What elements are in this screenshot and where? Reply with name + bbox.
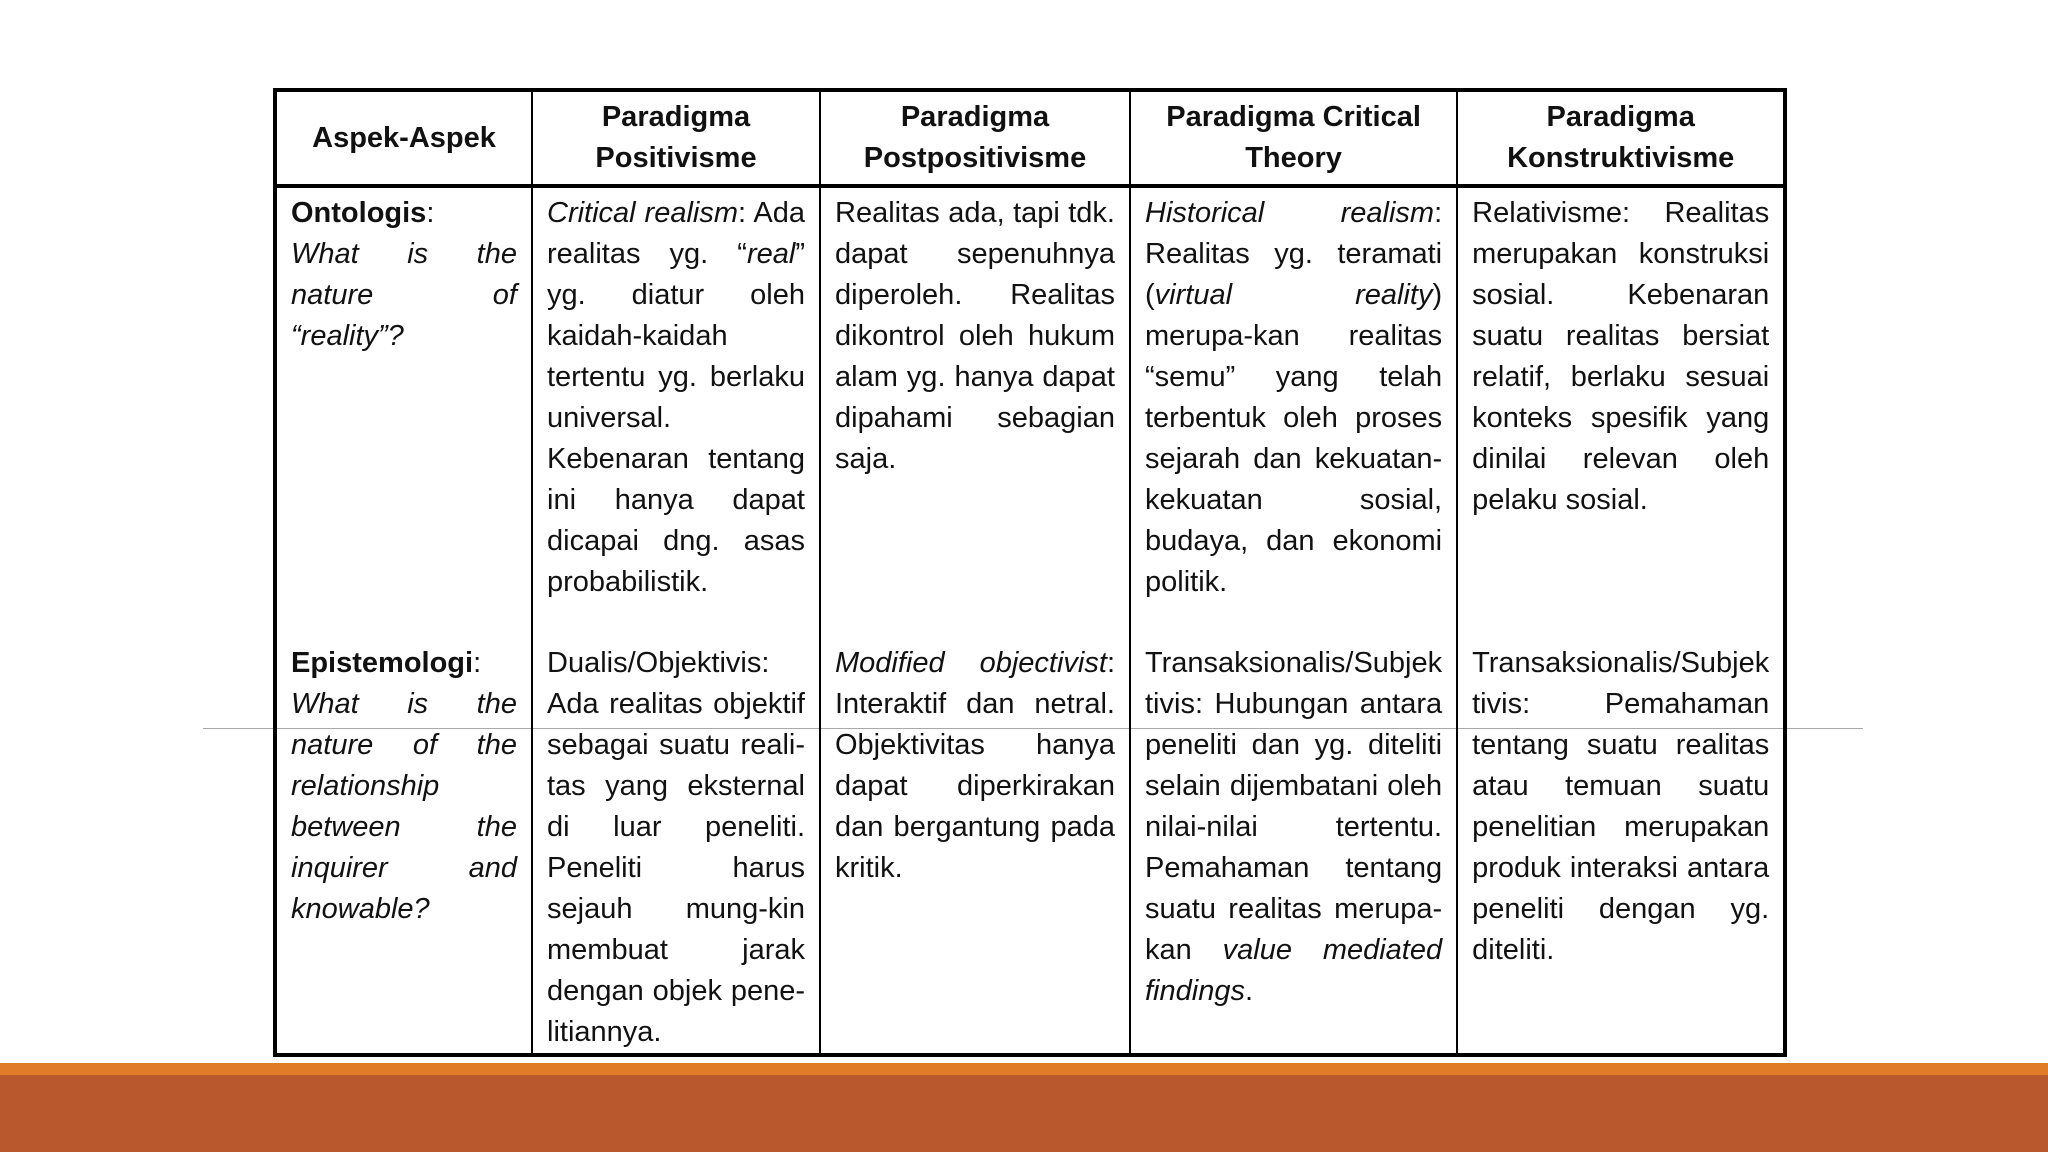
footer-band — [0, 1075, 2048, 1152]
aspect-colon: : — [426, 197, 435, 229]
table-header-row — [275, 90, 1785, 186]
cell-italic-text: Modified objectivist — [835, 647, 1107, 679]
cell-text: ” yg. diatur oleh kaidah-kaidah tertentu yg. berlaku universal. Kebenaran tentang ini hanya dapat dicapai dng. asas probabilistik. — [547, 238, 805, 598]
aspect-cell-ontologis — [275, 186, 532, 638]
paradigm-comparison-table — [273, 88, 1787, 1057]
cell-epistemologi-positivisme — [532, 638, 820, 1055]
aspect-cell-epistemologi — [275, 638, 532, 1055]
aspect-name: Epistemologi — [291, 647, 474, 679]
cell-text: ) merupa-kan realitas “semu” yang telah terbentuk oleh proses sejarah dan kekuatan-kekuatan sosial, budaya, dan ekonomi politik. — [1145, 279, 1443, 598]
cell-ontologis-critical-theory — [1130, 186, 1457, 638]
aspect-question: What is the nature of the relationship between the inquirer and knowable? — [291, 688, 517, 925]
cell-ontologis-postpositivisme — [820, 186, 1130, 638]
footer-accent-band — [0, 1063, 2048, 1075]
cell-ontologis-positivisme — [532, 186, 820, 638]
cell-italic-text: virtual reality — [1154, 279, 1433, 311]
cell-italic-text: Historical realism — [1145, 197, 1435, 229]
header-aspek: Aspek-Aspek — [275, 90, 532, 186]
table-row-epistemologi — [275, 638, 1785, 1055]
header-konstruktivisme: Paradigma Konstruktivisme — [1457, 90, 1785, 186]
cell-italic-text: real — [746, 238, 796, 270]
aspect-name: Ontologis — [291, 197, 427, 229]
cell-text: Transaksionalis/Subjek tivis: Pemahaman tentang suatu realitas atau temuan suatu penelitian merupakan produk interaksi antara peneliti dengan yg. diteliti. — [1472, 647, 1770, 966]
cell-text: Realitas ada, tapi tdk. dapat sepenuhnya diperoleh. Realitas dikontrol oleh hukum alam yg. hanya dapat dipahami sebagian saja. — [835, 197, 1115, 475]
cell-text: Dualis/Objektivis: Ada realitas objektif sebagai suatu reali-tas yang eksternal di luar peneliti. Peneliti harus sejauh mung-kin membuat jarak dengan objek pene-litiannya. — [547, 647, 805, 1048]
cell-epistemologi-postpositivisme — [820, 638, 1130, 1055]
cell-text: Transaksionalis/Subjek tivis: Hubungan antara peneliti dan yg. diteliti selain dijembatani oleh nilai-nilai tertentu. Pemahaman tentang suatu realitas merupa-kan — [1145, 647, 1443, 966]
cell-epistemologi-critical-theory — [1130, 638, 1457, 1055]
aspect-question: What is the nature of “reality”? — [291, 238, 517, 352]
cell-text: . — [1244, 975, 1254, 1007]
cell-ontologis-konstruktivisme — [1457, 186, 1785, 638]
cell-italic-text: Critical realism — [547, 197, 738, 229]
cell-italic-text: value mediated findings — [1145, 934, 1443, 1007]
cell-text: : Realitas yg. teramati ( — [1145, 197, 1443, 311]
cell-epistemologi-konstruktivisme — [1457, 638, 1785, 1055]
header-postpositivisme: Paradigma Postpositivisme — [820, 90, 1130, 186]
aspect-colon: : — [473, 647, 482, 679]
table-row-ontologis — [275, 186, 1785, 638]
header-positivisme: Paradigma Positivisme — [532, 90, 820, 186]
cell-text: : Interaktif dan netral. Objektivitas hanya dapat diperkirakan dan bergantung pada kritik. — [835, 647, 1115, 884]
cell-text: Relativisme: Realitas merupakan konstruksi sosial. Kebenaran suatu realitas bersiat relatif, berlaku sesuai konteks spesifik yang dinilai relevan oleh pelaku sosial. — [1472, 197, 1770, 516]
cell-text: : Ada realitas yg. “ — [547, 197, 805, 270]
header-critical-theory: Paradigma Critical Theory — [1130, 90, 1457, 186]
